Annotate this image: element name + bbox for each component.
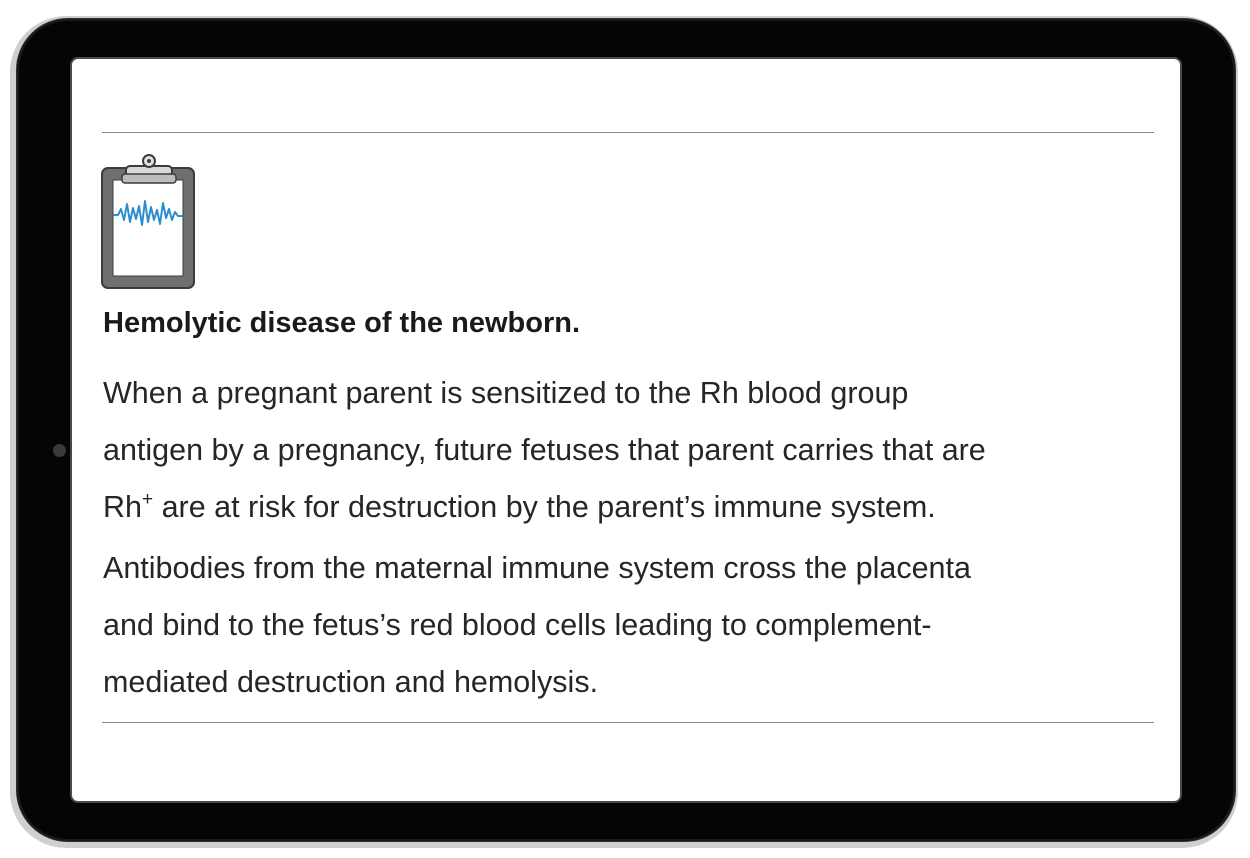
body-line-rest: are at risk for destruction by the parent’s immune system. bbox=[153, 490, 936, 524]
body-line: mediated destruction and hemolysis. bbox=[103, 665, 599, 699]
tablet-screen bbox=[70, 57, 1182, 803]
body-line: antigen by a pregnancy, future fetuses that parent carries that are bbox=[103, 433, 986, 467]
rh-text: Rh bbox=[103, 490, 142, 524]
body-line bbox=[103, 479, 986, 540]
camera-dot bbox=[53, 444, 66, 457]
body-line: When a pregnant parent is sensitized to the Rh blood group bbox=[103, 376, 909, 410]
body-line: Antibodies from the maternal immune system cross the placenta bbox=[103, 551, 971, 585]
body-line: and bind to the fetus’s red blood cells leading to complement- bbox=[103, 608, 932, 642]
callout-title: Hemolytic disease of the newborn. bbox=[103, 307, 580, 339]
bottom-divider bbox=[102, 722, 1154, 723]
top-divider bbox=[102, 132, 1154, 133]
rh-positive-superscript: + bbox=[142, 489, 154, 510]
callout-body bbox=[103, 365, 986, 711]
clipboard-heartbeat-icon bbox=[100, 152, 198, 292]
